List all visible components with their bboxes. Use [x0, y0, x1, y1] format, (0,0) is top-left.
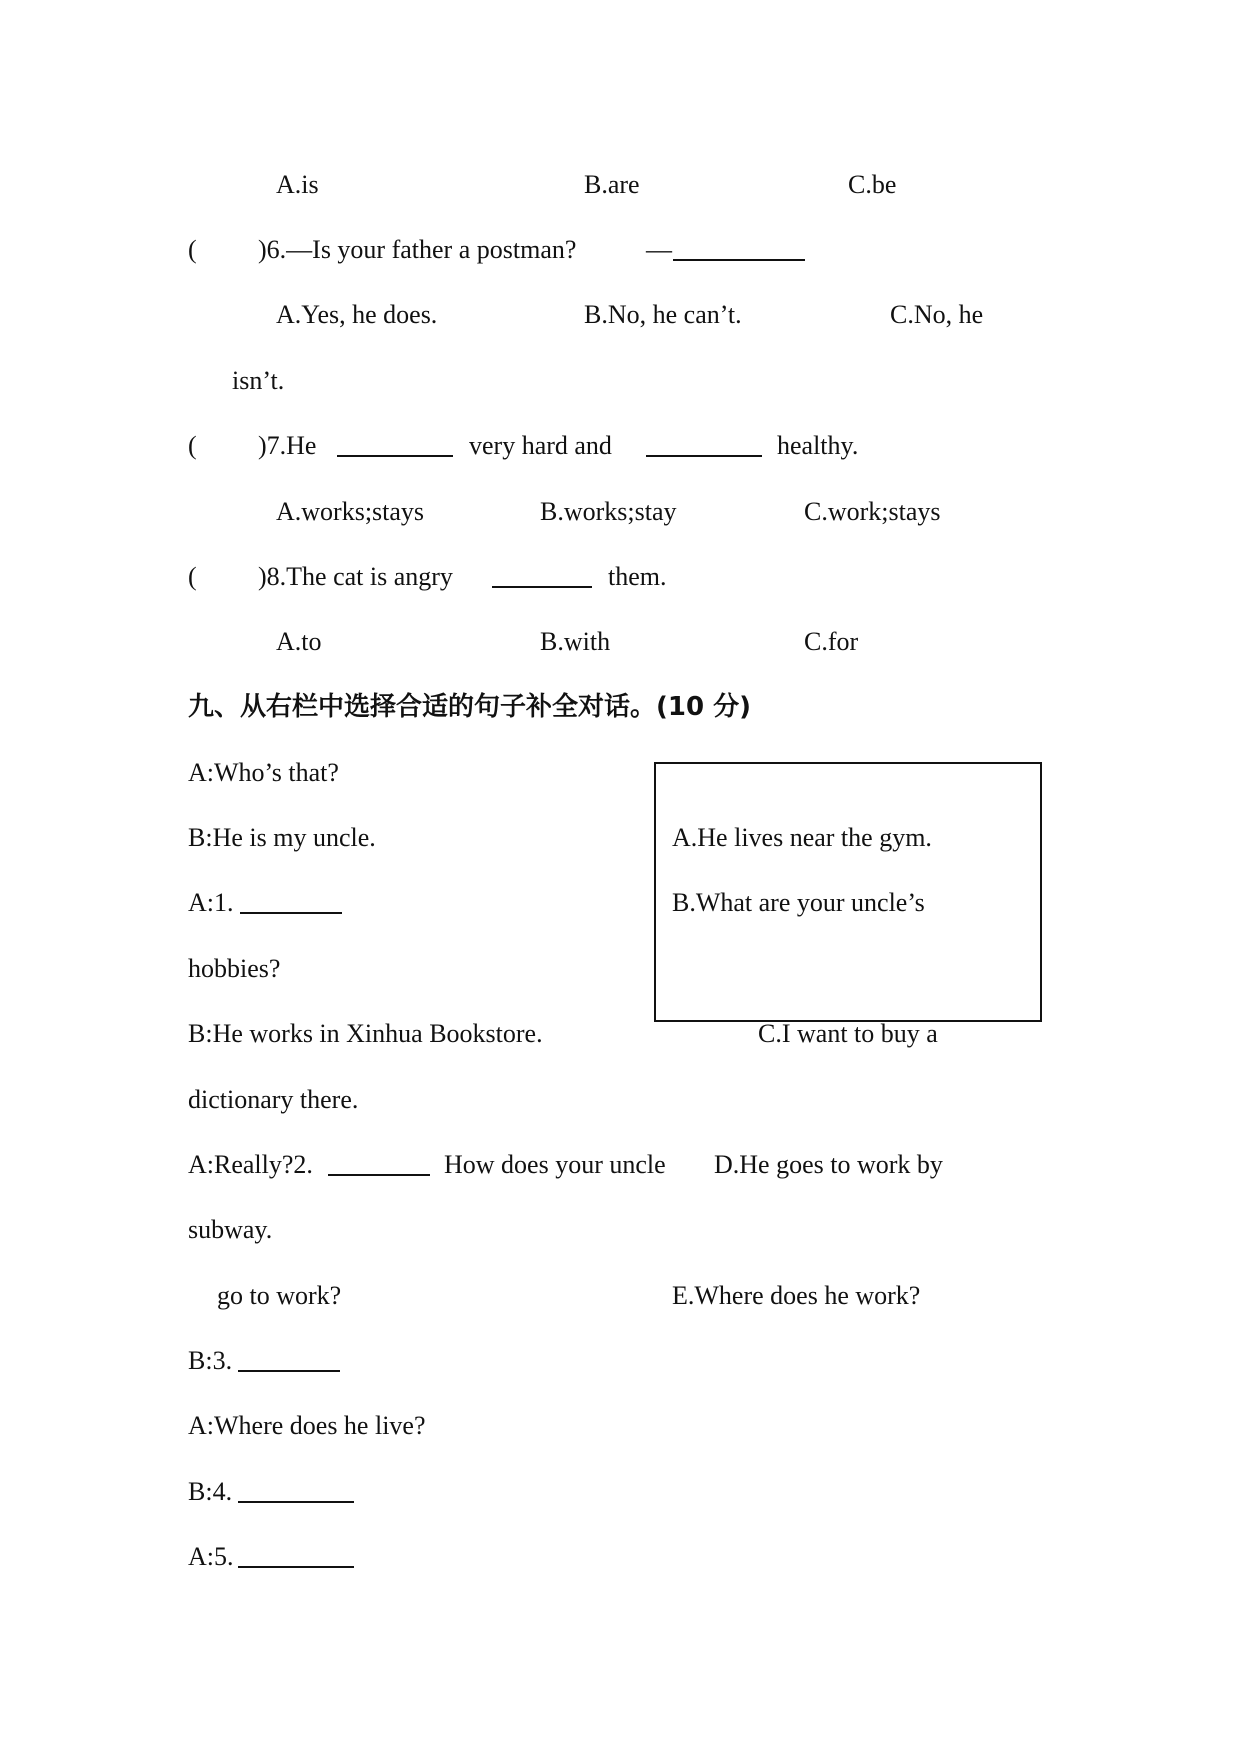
choice-d: D.He goes to work by	[714, 1150, 943, 1179]
dialogue-line-2: B:He is my uncle.	[188, 823, 376, 852]
choice-a: A.He lives near the gym.	[672, 823, 932, 852]
q6-option-c: C.No, he	[890, 300, 984, 329]
q8-stem-end: them.	[608, 562, 667, 591]
q6-stem: )6.—Is your father a postman?	[258, 235, 577, 264]
q8-blank[interactable]	[492, 562, 592, 595]
dialogue-line-9: A:5.	[188, 1542, 234, 1571]
q7-option-a: A.works;stays	[276, 497, 425, 526]
choice-c: C.I want to buy a	[758, 1019, 938, 1048]
choice-d-wrap: subway.	[188, 1215, 273, 1244]
dialogue-line-5-wrap: go to work?	[217, 1281, 342, 1310]
dialogue-line-8: B:4.	[188, 1477, 233, 1506]
choice-c-wrap: dictionary there.	[188, 1085, 359, 1114]
q8-option-a: A.to	[276, 627, 322, 656]
q8-option-c: C.for	[804, 627, 859, 656]
q5-option-c: C.be	[848, 170, 897, 199]
dialogue-line-4: B:He works in Xinhua Bookstore.	[188, 1019, 543, 1048]
dialogue-line-3: A:1.	[188, 888, 234, 917]
q7-stem-start: )7.He	[258, 431, 317, 460]
q6-option-c-wrap: isn’t.	[232, 366, 285, 395]
q7-option-c: C.work;stays	[804, 497, 941, 526]
q7-option-b: B.works;stay	[540, 497, 677, 526]
q6-answer-paren: (	[188, 235, 197, 264]
q8-answer-paren: (	[188, 562, 197, 591]
q8-option-b: B.with	[540, 627, 611, 656]
dialogue-blank-3[interactable]	[238, 1346, 340, 1379]
choice-b-wrap: hobbies?	[188, 954, 281, 983]
q6-blank[interactable]	[673, 235, 805, 268]
q6-option-a: A.Yes, he does.	[276, 300, 438, 329]
q5-option-b: B.are	[584, 170, 640, 199]
dialogue-line-5-cont: How does your uncle	[444, 1150, 666, 1179]
choice-e: E.Where does he work?	[672, 1281, 921, 1310]
q7-blank-1[interactable]	[337, 431, 453, 464]
q8-stem-start: )8.The cat is angry	[258, 562, 453, 591]
dialogue-line-7: A:Where does he live?	[188, 1411, 426, 1440]
q6-option-b: B.No, he can’t.	[584, 300, 742, 329]
section-9-title: 九、从右栏中选择合适的句子补全对话。(10 分)	[188, 692, 751, 722]
choice-b: B.What are your uncle’s	[672, 888, 925, 917]
q6-dash: —	[646, 235, 672, 264]
dialogue-blank-1[interactable]	[240, 888, 342, 921]
q7-blank-2[interactable]	[646, 431, 762, 464]
q7-answer-paren: (	[188, 431, 197, 460]
dialogue-blank-5[interactable]	[238, 1542, 354, 1575]
dialogue-blank-2[interactable]	[328, 1150, 430, 1183]
dialogue-blank-4[interactable]	[238, 1477, 354, 1510]
dialogue-line-6: B:3.	[188, 1346, 233, 1375]
dialogue-line-5: A:Really?2.	[188, 1150, 313, 1179]
q7-stem-middle: very hard and	[469, 431, 612, 460]
q7-stem-end: healthy.	[777, 431, 859, 460]
dialogue-line-1: A:Who’s that?	[188, 758, 339, 787]
q5-option-a: A.is	[276, 170, 319, 199]
